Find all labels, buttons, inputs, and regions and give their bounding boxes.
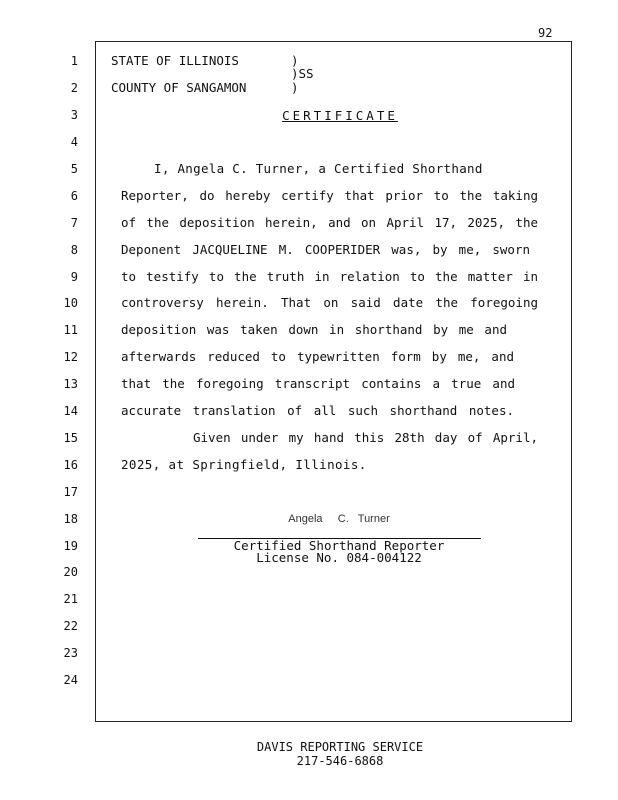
- body-line: I, Angela C. Turner, a Certified Shorthand: [154, 161, 483, 176]
- line-number: 24: [63, 673, 78, 687]
- line-number: 7: [70, 216, 78, 230]
- line-number: 20: [63, 565, 78, 579]
- line-number: 22: [63, 619, 78, 633]
- line-number: 19: [63, 539, 78, 553]
- line-number: 3: [70, 108, 78, 122]
- caption-ss: )SS: [291, 66, 314, 81]
- line-number: 1: [70, 54, 78, 68]
- line-number: 17: [63, 485, 78, 499]
- line-number: 23: [63, 646, 78, 660]
- caption-paren-bottom: ): [291, 80, 299, 95]
- line-number: 13: [63, 377, 78, 391]
- body-line: of the deposition herein, and on April 17, 2025, the: [121, 216, 538, 230]
- line-number: 16: [63, 458, 78, 472]
- line-number: 12: [63, 350, 78, 364]
- line-number: 5: [70, 162, 78, 176]
- line-number: 6: [70, 189, 78, 203]
- line-number: 9: [70, 270, 78, 284]
- body-line: Given under my hand this 28th day of April,: [193, 431, 538, 445]
- body-line: 2025, at Springfield, Illinois.: [121, 457, 367, 472]
- caption-county: COUNTY OF SANGAMON: [111, 80, 247, 95]
- body-line: afterwards reduced to typewritten form by me, and: [121, 350, 514, 364]
- caption-paren-top: ): [291, 53, 299, 68]
- body-line: Reporter, do hereby certify that prior to the taking: [121, 189, 538, 203]
- signature-role: Certified Shorthand Reporter: [233, 538, 445, 553]
- signature-name: Angela C. Turner: [288, 513, 390, 525]
- body-line: controversy herein. That on said date the foregoing: [121, 296, 538, 310]
- caption-state: STATE OF ILLINOIS: [111, 53, 239, 68]
- body-line: to testify to the truth in relation to the matter in: [121, 270, 538, 284]
- body-line: that the foregoing transcript contains a true and: [121, 377, 515, 391]
- certificate-title: CERTIFICATE: [282, 108, 398, 123]
- body-line: accurate translation of all such shorthand notes.: [121, 404, 514, 418]
- line-number: 2: [70, 81, 78, 95]
- page-number: 92: [538, 26, 553, 40]
- body-line: deposition was taken down in shorthand by me and: [121, 323, 507, 337]
- line-number: 8: [70, 243, 78, 257]
- footer-company: DAVIS REPORTING SERVICE: [256, 740, 424, 754]
- line-number: 10: [63, 296, 78, 310]
- line-number: 15: [63, 431, 78, 445]
- line-number: 4: [70, 135, 78, 149]
- line-number: 14: [63, 404, 78, 418]
- line-number: 21: [63, 592, 78, 606]
- line-number: 11: [63, 323, 78, 337]
- signature-license: License No. 084-004122: [256, 550, 422, 565]
- footer-phone: 217-546-6868: [296, 754, 384, 768]
- line-number: 18: [63, 512, 78, 526]
- body-line: Deponent JACQUELINE M. COOPERIDER was, by me, sworn: [121, 243, 530, 257]
